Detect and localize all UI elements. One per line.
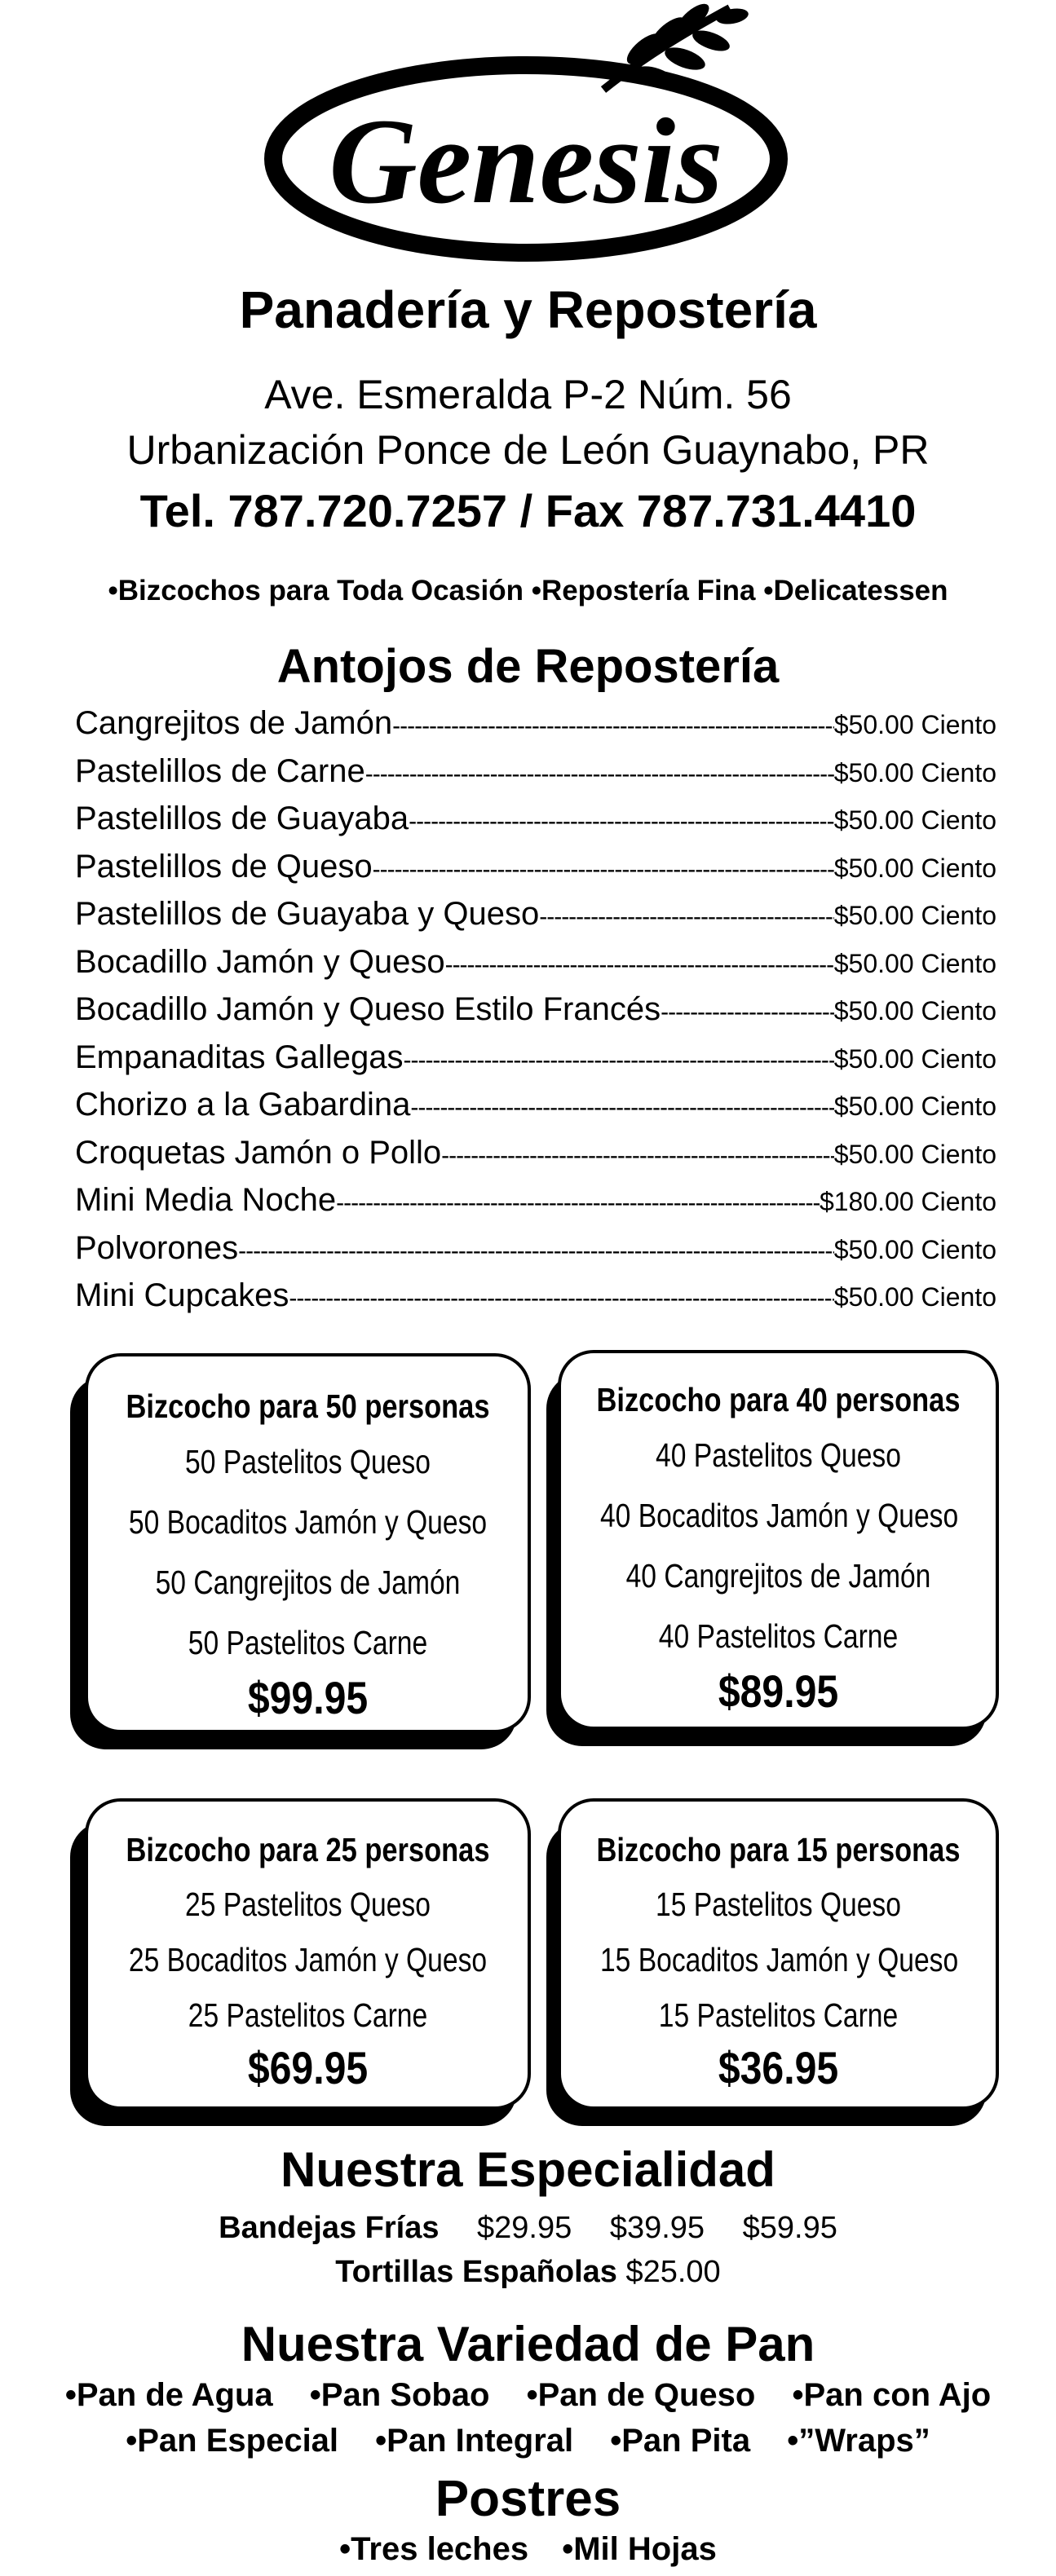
price-row	[75, 748, 996, 796]
item-name: Empanaditas Gallegas	[75, 1039, 404, 1075]
price-row	[75, 1272, 996, 1320]
bandejas-label: Bandejas Frías	[219, 2211, 440, 2245]
tortillas-price: $25.00	[625, 2255, 721, 2289]
phone-fax: Tel. 787.720.7257 / Fax 787.731.4410	[139, 485, 917, 536]
leader-dots	[365, 751, 834, 799]
price-row	[75, 986, 996, 1034]
price-row	[75, 1129, 996, 1177]
package-item: 50 Pastelitos Queso	[185, 1443, 431, 1480]
package-card-15	[546, 1798, 999, 2126]
pan-item: •Pan de Queso	[526, 2377, 756, 2413]
pan-item: •”Wraps”	[787, 2423, 930, 2459]
package-price: $69.95	[247, 2042, 369, 2093]
price-row	[75, 795, 996, 843]
item-name: Pastelillos de Queso	[75, 848, 373, 884]
leader-dots	[661, 989, 834, 1037]
brand-wordmark: Genesis	[329, 94, 723, 229]
postre-item: •Mil Hojas	[562, 2531, 717, 2567]
tortillas-label: Tortillas Españolas	[335, 2255, 617, 2289]
item-price: $50.00 Ciento	[833, 1234, 996, 1264]
bandejas-row	[0, 2206, 1056, 2250]
item-name: Bocadillo Jamón y Queso	[75, 943, 445, 980]
package-item: 25 Pastelitos Queso	[185, 1886, 431, 1923]
bandejas-price: $59.95	[742, 2211, 837, 2245]
item-price: $50.00 Ciento	[833, 1043, 996, 1074]
pan-row-1	[0, 2372, 1056, 2418]
price-list	[75, 699, 996, 1320]
package-item: 50 Cangrejitos de Jamón	[155, 1564, 461, 1601]
leader-dots	[445, 942, 834, 990]
package-title: Bizcocho para 25 personas	[126, 1831, 490, 1868]
item-price: $50.00 Ciento	[833, 853, 996, 883]
leader-dots	[441, 1132, 834, 1180]
package-price: $89.95	[718, 1665, 839, 1717]
item-name: Croquetas Jamón o Pollo	[75, 1134, 442, 1171]
price-row	[75, 1224, 996, 1273]
package-item: 25 Pastelitos Carne	[188, 1996, 428, 2034]
pan-item: •Pan Especial	[126, 2423, 339, 2459]
postre-item: •Tres leches	[339, 2531, 529, 2567]
package-item: 15 Pastelitos Carne	[658, 1996, 899, 2034]
item-name: Pastelillos de Carne	[75, 752, 365, 789]
pan-item: •Pan de Agua	[64, 2377, 273, 2413]
bandejas-price: $29.95	[477, 2211, 572, 2245]
package-title: Bizcocho para 15 personas	[596, 1831, 961, 1868]
antojos-title: Antojos de Repostería	[276, 640, 780, 693]
package-item: 25 Bocaditos Jamón y Queso	[128, 1941, 488, 1978]
item-price: $50.00 Ciento	[833, 1092, 996, 1121]
package-item: 40 Pastelitos Carne	[658, 1617, 899, 1655]
package-card-40	[546, 1350, 999, 1746]
package-card-25	[70, 1798, 531, 2126]
item-name: Bocadillo Jamón y Queso Estilo Francés	[75, 991, 661, 1027]
leader-dots	[410, 1084, 833, 1132]
item-name: Mini Cupcakes	[75, 1277, 289, 1313]
leader-dots	[238, 1228, 834, 1276]
tagline: •Bizcochos para Toda Ocasión •Repostería Fina •Delicatessen	[108, 575, 948, 607]
bandejas-price: $39.95	[609, 2211, 705, 2245]
package-item: 40 Pastelitos Queso	[656, 1436, 901, 1474]
item-price: $50.00 Ciento	[833, 1139, 996, 1169]
package-item: 40 Bocaditos Jamón y Queso	[599, 1497, 959, 1534]
item-price: $50.00 Ciento	[833, 757, 996, 787]
package-item: 15 Pastelitos Queso	[656, 1886, 901, 1923]
especialidad-title: Nuestra Especialidad	[281, 2142, 775, 2197]
pan-item: •Pan Integral	[375, 2423, 574, 2459]
tortillas-row	[0, 2250, 1056, 2294]
item-price: $50.00 Ciento	[833, 901, 996, 930]
leader-dots	[289, 1275, 833, 1323]
package-price: $36.95	[718, 2042, 839, 2093]
address-line-1: Ave. Esmeralda P-2 Núm. 56	[264, 372, 792, 417]
item-name: Cangrejitos de Jamón	[75, 705, 393, 741]
package-price: $99.95	[247, 1672, 369, 1723]
package-item: 15 Bocaditos Jamón y Queso	[599, 1941, 959, 1978]
price-row	[75, 938, 996, 986]
leader-dots	[392, 703, 834, 751]
pan-item: •Pan Sobao	[309, 2377, 490, 2413]
leader-dots	[373, 846, 834, 894]
item-name: Pastelillos de Guayaba y Queso	[75, 896, 540, 932]
price-row	[75, 1176, 996, 1224]
item-name: Chorizo a la Gabardina	[75, 1087, 411, 1123]
package-title: Bizcocho para 50 personas	[126, 1387, 490, 1425]
pan-item: •Pan Pita	[610, 2423, 751, 2459]
leader-dots	[403, 1037, 833, 1085]
leader-dots	[336, 1180, 820, 1228]
price-row	[75, 843, 996, 891]
package-card-50	[70, 1353, 531, 1749]
package-title: Bizcocho para 40 personas	[596, 1381, 961, 1418]
item-price: $50.00 Ciento	[833, 996, 996, 1026]
subtitle: Panadería y Repostería	[239, 280, 817, 339]
pan-row-2	[0, 2418, 1056, 2464]
price-row	[75, 1081, 996, 1129]
leader-dots	[539, 893, 834, 942]
address-line-2: Urbanización Ponce de León Guaynabo, PR	[126, 427, 930, 473]
genesis-logo	[261, 0, 799, 277]
item-name: Mini Media Noche	[75, 1182, 337, 1218]
price-row	[75, 699, 996, 748]
package-item: 50 Bocaditos Jamón y Queso	[128, 1503, 488, 1541]
item-price: $50.00 Ciento	[833, 1282, 996, 1312]
item-name: Pastelillos de Guayaba	[75, 801, 409, 836]
postres-row	[0, 2527, 1056, 2571]
leader-dots	[409, 798, 834, 846]
pan-title: Nuestra Variedad de Pan	[241, 2317, 815, 2371]
package-item: 50 Pastelitos Carne	[188, 1624, 428, 1661]
postres-title: Postres	[435, 2471, 621, 2527]
pan-item: •Pan con Ajo	[792, 2377, 992, 2413]
price-row	[75, 1034, 996, 1082]
item-price: $50.00 Ciento	[833, 805, 996, 835]
item-name: Polvorones	[75, 1229, 239, 1266]
package-item: 40 Cangrejitos de Jamón	[625, 1557, 931, 1595]
item-price: $50.00 Ciento	[833, 710, 996, 739]
item-price: $50.00 Ciento	[833, 948, 996, 978]
item-price: $180.00 Ciento	[819, 1187, 996, 1216]
price-row	[75, 890, 996, 938]
